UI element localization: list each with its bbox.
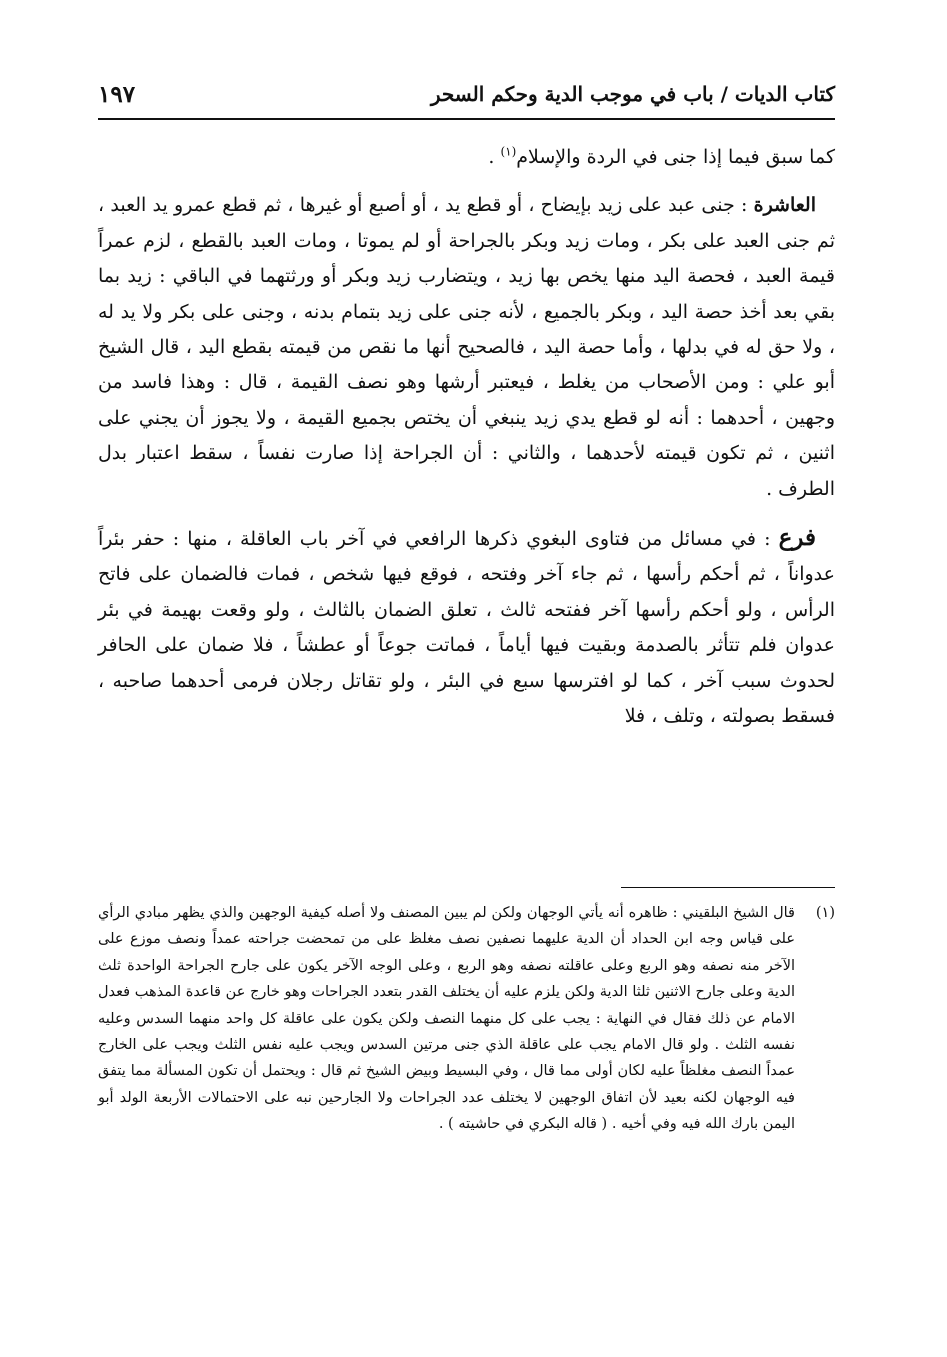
footnote-separator [621,887,835,888]
footnotes [98,900,835,1138]
paragraph-text-tenth: : جنى عبد على زيد بإيضاح ، أو قطع يد ، أو أصبع أو غيرها ، ثم قطع عمرو يد العبد ، ثم جنى العبد على بكر ، ومات زيد وبكر بالجراحة أو لم يموتا ، ومات العبد بالقطع ، لزم عمراً قيمة العبد ، فحصة اليد منها يخص بها زيد ، ويتضارب زيد وبكر أو ورثتهما في الباقي : زيد بما بقي بعد أخذ حصة اليد ، وبكر بالجميع ، لأنه جنى على زيد بتمام بدنه ، وجنى على بكر ولا يد له ، ولا حق له في بدلها ، وأما حصة اليد ، فالصحيح أنها ما نقص من قيمته بقطع اليد ، قال الشيخ أبو علي : ومن الأصحاب من يغلط ، فيعتبر أرشها وهو نصف القيمة ، قال : وهذا فاسد من وجهين ، أحدهما : أنه لو قطع يدي زيد ينبغي أن يختص بجميع القيمة ، ولا يجوز أن يجني على اثنين ، ثم تكون قيمته لأحدهما ، والثاني : أن الجراحة إذا صارت نفساً ، سقط اعتبار بدل الطرف . [98,194,835,500]
footnote-text: قال الشيخ البلقيني : ظاهره أنه يأتي الوجهان ولكن لم يبين المصنف ولا أصله كيفية الوجهين والذي يظهر مبادي الرأي على قياس وجه ابن الحداد أن الدية عليهما نصفين نصف مغلظ على من تمحضت جراحته عمداً ونصف موزع على الآخر منه نصفه وهو الربع وعلى عاقلته نصفه وهو الربع ، وعلى الوجه الآخر يكون على جارح الجراحة الواحدة ثلث الدية وعلى جارح الاثنين ثلثا الدية ولكن يلزم عليه أن يختلف القدر بتعدد الجراحات وهو خارج عن قاعدة المذهب فعدل الامام عن ذلك فقال في النهاية : يجب على كل منهما النصف ولكن يكون على عاقلة كل واحد منهما السدس وعليه نفسه الثلث . ولو قال الامام يجب على عاقلة الذي جنى مرتين السدس ويجب عليه نفس الثلث ويجب على الخارج عمداً النصف مغلظاً عليه لكان أولى مما قال ، وفي البسيط وبيض الشيخ ثم قال : ويحتمل أن تكون المسألة مما يتفق فيه الوجهان لكنه بعيد لأن اتفاق الوجهين لا يختلف عدد الجراحات ولا الجارحين نبه على الاحتمالات الأربعة الولد أبو اليمن بارك الله فيه وفي أخيه . ( قاله البكري في حاشيته ) . [98,905,795,1133]
paragraph-branch [98,520,835,734]
intro-end: . [488,146,501,168]
paragraph-heading-tenth: العاشرة [753,194,816,217]
paragraph-tenth [98,188,835,507]
footnote-marker: (١) [815,905,835,921]
page-header [98,74,835,114]
page-number: ١٩٧ [98,80,136,108]
intro-paragraph [98,140,835,175]
running-head: كتاب الديات / باب في موجب الدية وحكم السحر [430,82,835,106]
footnote-reference: (١) [500,144,517,159]
intro-text: كما سبق فيما إذا جنى في الردة والإسلام [516,146,835,168]
header-rule [98,118,835,120]
footnote-item [98,900,835,1138]
paragraph-text-branch: : في مسائل من فتاوى البغوي ذكرها الرافعي في آخر باب العاقلة ، منها : حفر بئراً عدواناً ، ثم أحكم رأسها ، ثم جاء آخر وفتحه ، فوقع فيها شخص ، فمات فالضمان على فاتح الرأس ، ولو أحكم رأسها آخر ففتحه ثالث ، تعلق الضمان بالثالث ، ولو وقعت بهيمة في بئر عدوان فلم تتأثر بالصدمة وبقيت فيها أياماً ، فماتت جوعاً أو عطشاً ، فلا ضمان على الحافر لحدوث سبب آخر ، كما لو افترسها سبع في البئر ، ولو تقاتل رجلان فرمى أحدهما صاحبه ، فسقط بصولته ، وتلف ، فلا [98,528,835,728]
main-text [98,140,835,748]
paragraph-heading-branch: فرع [778,524,816,552]
